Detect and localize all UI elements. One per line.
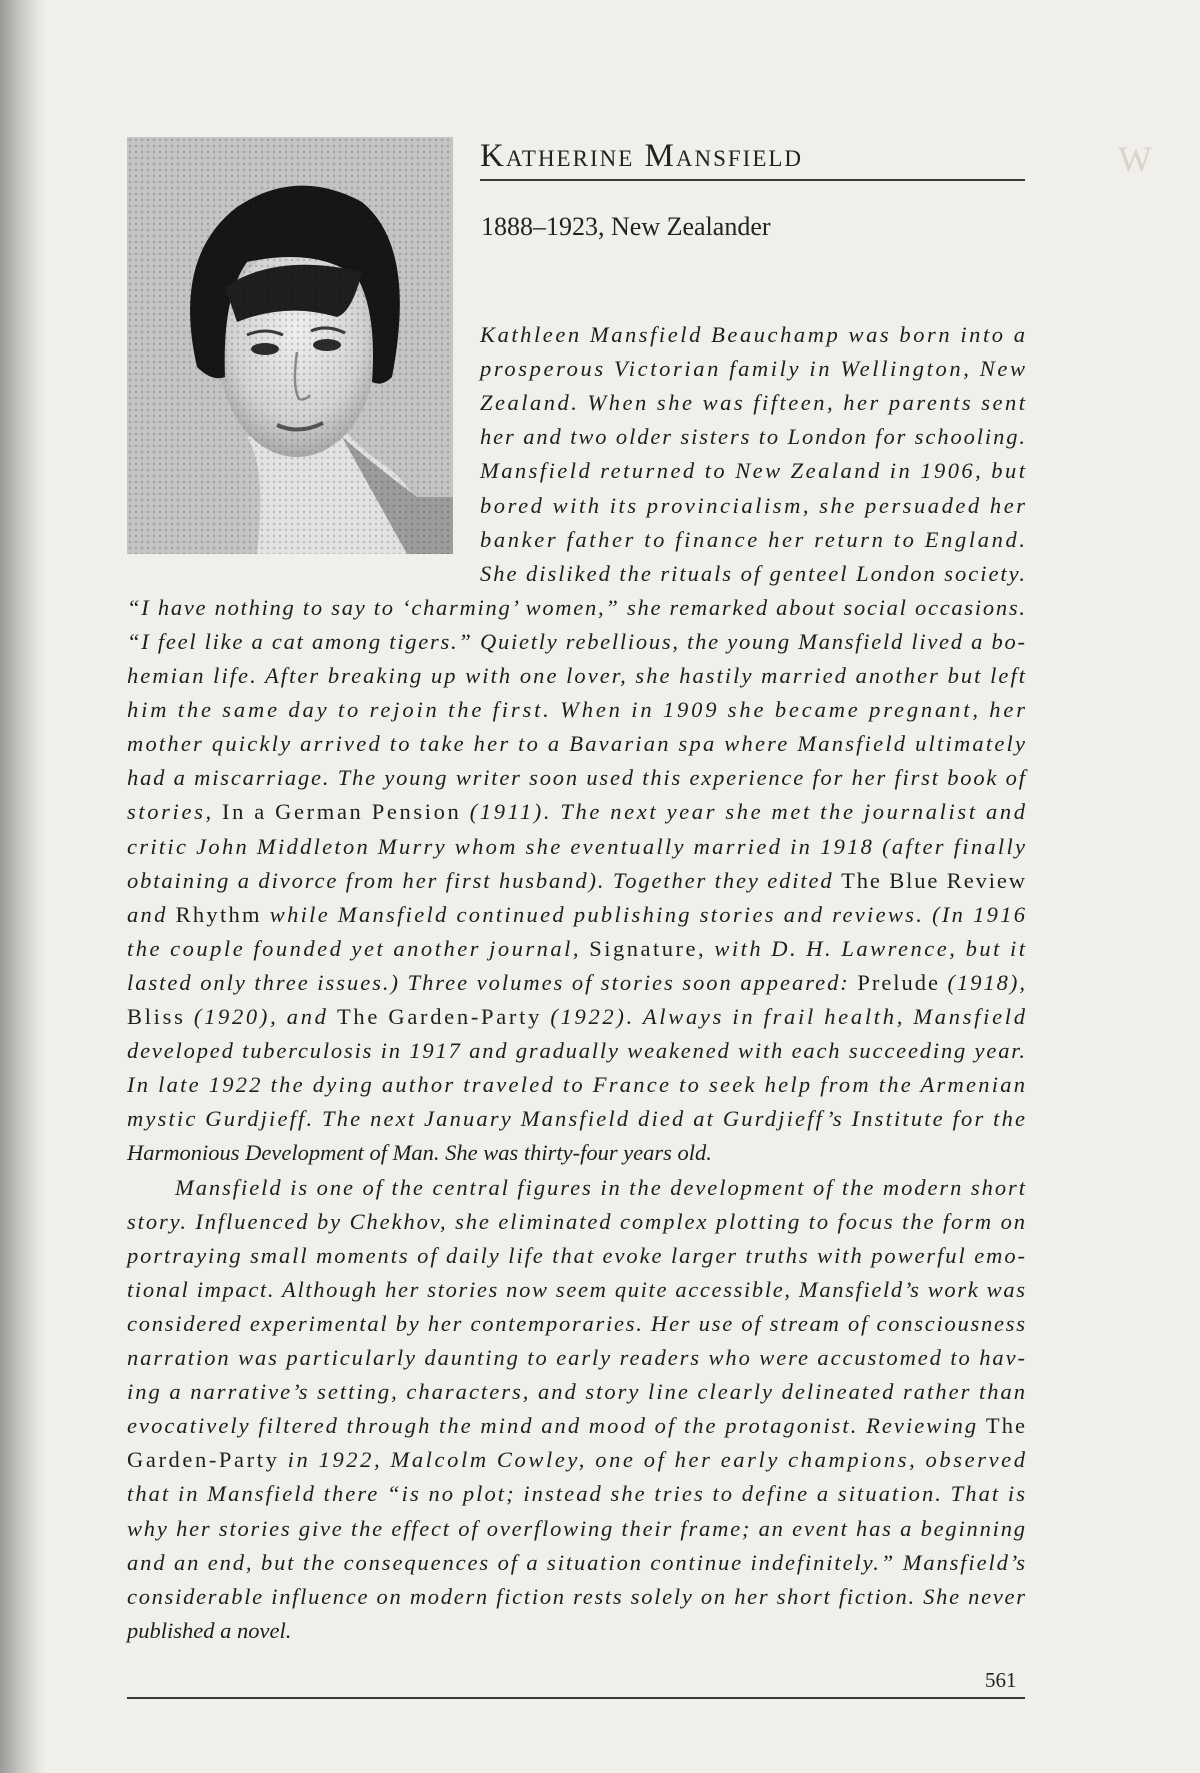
text-line	[480, 386, 1028, 420]
text-line	[480, 318, 1028, 352]
title-segment: The	[985, 1413, 1028, 1439]
book-spine-shadow	[0, 0, 46, 1773]
italic-segment: portraying small moments of daily life that evoke larger truths with powerful emo-	[127, 1242, 1027, 1268]
italic-segment: stories,	[127, 799, 222, 825]
italic-segment: considered experimental by her contemporaries. Her use of stream of consciousness	[127, 1310, 1027, 1336]
italic-segment: Mansfield is one of the central figures in the development of the modern short	[175, 1174, 1027, 1200]
italic-segment: mystic Gurdjieff. The next January Mansfield died at Gurdjieff’s Institute for the	[127, 1106, 1028, 1132]
italic-segment: (1920), and	[185, 1004, 337, 1029]
text-line	[127, 1205, 1027, 1239]
text-line	[127, 1000, 1028, 1034]
text-line	[127, 659, 1027, 693]
text-line	[480, 523, 1028, 557]
text-line	[127, 761, 1027, 795]
italic-segment: (1918),	[939, 969, 1027, 995]
italic-segment: while Mansfield continued publishing stories and reviews. (In 1916	[261, 901, 1028, 927]
italic-segment: that in Mansfield there “is no plot; instead she tries to define a situation. That is	[127, 1481, 1028, 1507]
text-line	[127, 693, 1028, 727]
italic-segment: with D. H. Lawrence, but it	[706, 935, 1028, 961]
italic-segment: (1922). Always in frail health, Mansfield	[542, 1004, 1028, 1029]
italic-segment: Harmonious Development of Man. She was thirty-four years old.	[127, 1140, 712, 1166]
title-segment: The Blue Review	[841, 867, 1027, 893]
italic-segment: Kathleen Mansfield Beauchamp was born into a	[480, 322, 1028, 347]
italic-segment: banker father to finance her return to England.	[480, 526, 1028, 552]
italic-segment: She disliked the rituals of genteel London society.	[480, 560, 1027, 586]
italic-segment: tional impact. Although her stories now seem quite accessible, Mansfield’s work was	[127, 1276, 1027, 1302]
author-name-heading: Katherine Mansfield	[480, 138, 804, 174]
title-segment: Garden-Party	[127, 1447, 280, 1473]
italic-segment: lasted only three issues.) Three volumes of stories soon appeared:	[127, 969, 858, 995]
title-segment: Signature,	[589, 935, 707, 961]
text-line	[127, 1409, 1027, 1443]
italic-segment: why her stories give the effect of overflowing their frame; an event has a beginning	[127, 1515, 1027, 1541]
italic-segment: In late 1922 the dying author traveled to France to seek help from the Armenian	[127, 1072, 1028, 1098]
italic-segment: mother quickly arrived to take her to a Bavarian spa where Mansfield ultimately	[127, 731, 1028, 757]
text-line	[127, 864, 1027, 898]
text-line	[127, 1034, 1027, 1068]
title-segment: Rhythm	[175, 901, 262, 927]
italic-segment: him the same day to rejoin the first. When in 1909 she became pregnant, her	[127, 697, 1028, 723]
italic-segment: evocatively filtered through the mind and mood of the protagonist. Reviewing	[127, 1413, 986, 1439]
italic-segment: obtaining a divorce from her first husband). Together they edited	[127, 867, 842, 893]
text-line	[127, 1443, 1028, 1477]
italic-segment: (1911). The next year she met the journalist and	[461, 799, 1028, 825]
text-line	[127, 1614, 291, 1648]
text-line	[480, 420, 1027, 454]
italic-segment: “I have nothing to say to ‘charming’ women,” she remarked about social occasions.	[127, 594, 1027, 620]
italic-segment: story. Influenced by Chekhov, she eliminated complex plotting to focus the form on	[127, 1208, 1027, 1234]
italic-segment: published a novel.	[127, 1617, 292, 1643]
text-line	[127, 1512, 1027, 1546]
title-segment: In a German Pension	[222, 799, 462, 825]
text-line	[127, 830, 1027, 864]
author-portrait	[127, 137, 453, 554]
italic-segment: had a miscarriage. The young writer soon used this experience for her first book of	[127, 765, 1027, 791]
title-segment: The Garden-Party	[336, 1004, 543, 1029]
text-line	[127, 1477, 1027, 1511]
title-segment: Prelude	[857, 969, 940, 995]
italic-segment: bored with its provincialism, she persuaded her	[480, 492, 1028, 518]
text-line	[127, 932, 1028, 966]
italic-segment: and	[127, 901, 176, 927]
footer-rule	[127, 1697, 1025, 1699]
text-line	[127, 1341, 1027, 1375]
italic-segment: the couple founded yet another journal,	[127, 935, 590, 961]
italic-segment: developed tuberculosis in 1917 and gradually weakened with each succeeding year.	[127, 1038, 1027, 1064]
page-number: 561	[985, 1668, 1017, 1692]
text-line	[480, 557, 1027, 591]
text-line	[127, 898, 1027, 932]
text-line	[480, 454, 1027, 488]
text-line	[127, 1580, 1027, 1614]
italic-segment: critic John Middleton Murry whom she eventually married in 1918 (after finally	[127, 833, 1028, 859]
italic-segment: Zealand. When she was fifteen, her parents sent	[480, 390, 1028, 416]
text-line	[127, 1136, 712, 1170]
text-line	[127, 1273, 1027, 1307]
author-dates: 1888–1923, New Zealander	[481, 212, 771, 241]
italic-segment: Mansfield returned to New Zealand in 1906, but	[480, 458, 1028, 484]
italic-segment: prosperous Victorian family in Wellington, New	[480, 356, 1028, 382]
text-line	[127, 1546, 1027, 1580]
text-line	[127, 795, 1028, 829]
text-line	[127, 591, 1027, 625]
text-line	[127, 966, 1027, 1000]
text-line	[127, 1239, 1027, 1273]
text-line	[127, 727, 1027, 761]
italic-segment: considerable influence on modern fiction rests solely on her short fiction. She never	[127, 1583, 1027, 1609]
italic-segment: “I feel like a cat among tigers.” Quietly rebellious, the young Mansfield lived a bo-	[127, 628, 1027, 654]
text-line	[127, 1102, 1027, 1136]
italic-segment: ing a narrative’s setting, characters, and story line clearly delineated rather than	[127, 1379, 1027, 1405]
italic-segment: and an end, but the consequences of a situation continue indefinitely.” Mansfield’s	[127, 1549, 1027, 1575]
italic-segment: hemian life. After breaking up with one lover, she hastily married another but left	[127, 663, 1028, 688]
text-line	[127, 1375, 1027, 1409]
text-line	[480, 489, 1028, 523]
title-segment: Bliss	[127, 1004, 186, 1029]
text-line	[127, 625, 1027, 659]
facing-page-bleed: W	[1118, 139, 1152, 179]
text-line	[127, 1307, 1027, 1341]
text-line	[175, 1171, 1027, 1205]
italic-segment: in 1922, Malcolm Cowley, one of her early champions, observed	[279, 1447, 1028, 1473]
italic-segment: her and two older sisters to London for schooling.	[480, 424, 1027, 450]
italic-segment: narration was particularly daunting to early readers who were accustomed to hav-	[127, 1345, 1027, 1370]
text-line	[127, 1068, 1027, 1102]
heading-rule	[480, 179, 1025, 181]
text-line	[480, 352, 1028, 386]
